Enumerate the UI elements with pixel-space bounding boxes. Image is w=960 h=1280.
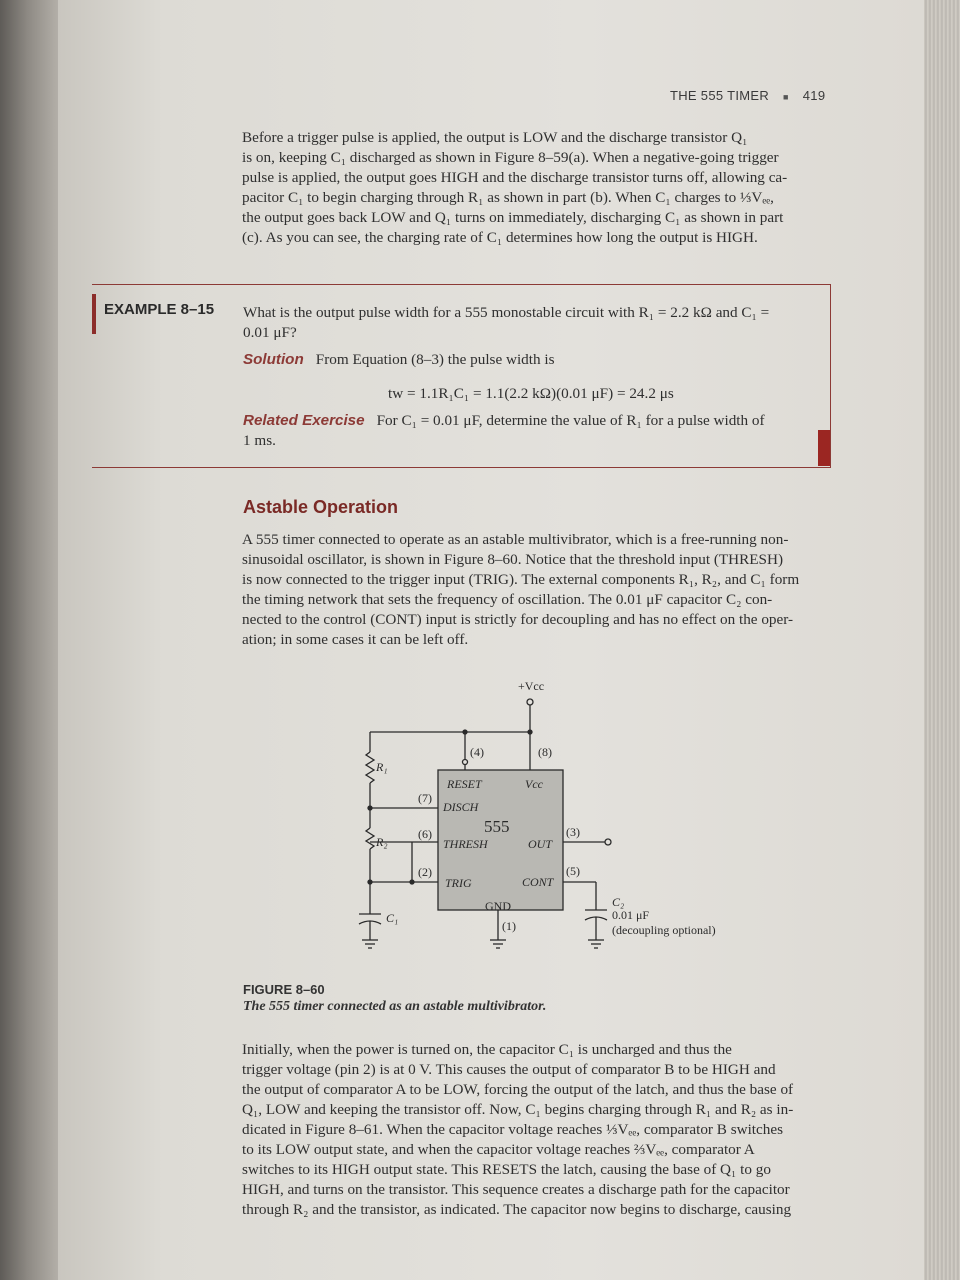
text-line: the output goes back LOW and Q₁ turns on immediately, discharging C₁ as shown in part bbox=[242, 209, 784, 226]
text-line: Initially, when the power is turned on, the capacitor C₁ is uncharged and thus the bbox=[242, 1041, 732, 1058]
text-line: trigger voltage (pin 2) is at 0 V. This causes the output of comparator B to be HIGH and bbox=[242, 1061, 776, 1078]
text-line: Q₁, LOW and keeping the transistor off. Now, C₁ begins charging through R₁ and R₂ as in- bbox=[242, 1101, 794, 1118]
pin-number: (7) bbox=[418, 791, 432, 805]
text-line: For C₁ = 0.01 μF, determine the value of R₁ for a pulse width of bbox=[376, 412, 765, 429]
text-line: pulse is applied, the output goes HIGH and the discharge transistor turns off, allowing ca- bbox=[242, 169, 788, 186]
pin-label-trig: TRIG bbox=[445, 876, 472, 890]
text-line: 1 ms. bbox=[243, 432, 276, 449]
r2-label: R₂ bbox=[376, 835, 388, 849]
text-line: ation; in some cases it can be left off. bbox=[242, 631, 469, 648]
section-heading: Astable Operation bbox=[243, 497, 399, 517]
pin-label-cont: CONT bbox=[522, 875, 554, 889]
chip-label: 555 bbox=[484, 817, 510, 836]
text-line: nected to the control (CONT) input is strictly for decoupling and has no effect on the oper- bbox=[242, 611, 794, 628]
pulse-width-equation: tᴡ = 1.1R₁C₁ = 1.1(2.2 kΩ)(0.01 μF) = 24.2 μs bbox=[388, 385, 674, 402]
c2-value: 0.01 μF bbox=[612, 908, 650, 922]
text-line: the timing network that sets the frequency of oscillation. The 0.01 μF capacitor C₂ con- bbox=[242, 591, 773, 608]
text-line: the output of comparator A to be LOW, forcing the output of the latch, and thus the base of bbox=[242, 1081, 794, 1098]
pin-number: (3) bbox=[566, 825, 580, 839]
text-line: (c). As you can see, the charging rate of C₁ determines how long the output is HIGH. bbox=[242, 229, 758, 246]
r1-label: R₁ bbox=[376, 760, 388, 774]
text-line: switches to its HIGH output state. This RESETS the latch, causing the base of Q₁ to go bbox=[242, 1161, 771, 1178]
resistor-r1 bbox=[366, 752, 374, 783]
text-line: sinusoidal oscillator, is shown in Figure 8–60. Notice that the threshold input (THRESH) bbox=[242, 551, 784, 568]
pin-number: (2) bbox=[418, 865, 432, 879]
solution-label: Solution bbox=[243, 351, 304, 368]
pin-number: (6) bbox=[418, 827, 432, 841]
text-line: Before a trigger pulse is applied, the output is LOW and the discharge transistor Q₁ bbox=[242, 129, 748, 146]
pin-number: (4) bbox=[470, 745, 484, 759]
text-line: to its LOW output state, and when the capacitor voltage reaches ⅔Vₑₑ, comparator A bbox=[242, 1141, 755, 1158]
pin-label-vcc: Vcc bbox=[525, 777, 543, 791]
text-line: A 555 timer connected to operate as an astable multivibrator, which is a free-running non- bbox=[242, 531, 789, 548]
closing-paragraph bbox=[242, 1040, 834, 1220]
solution-text: From Equation (8–3) the pulse width is bbox=[315, 351, 555, 368]
c1-label: C₁ bbox=[386, 911, 399, 925]
c2-label: C₂ bbox=[612, 895, 625, 909]
pin-number: (5) bbox=[566, 864, 580, 878]
text-line: is now connected to the trigger input (TRIG). The external components R₁, R₂, and C₁ form bbox=[242, 571, 800, 588]
pin-number: (1) bbox=[502, 919, 516, 933]
figure-number: FIGURE 8–60 bbox=[243, 982, 325, 997]
text-line: dicated in Figure 8–61. When the capacitor voltage reaches ⅓Vₑₑ, comparator B switches bbox=[242, 1121, 783, 1138]
text-line: 0.01 μF? bbox=[243, 324, 297, 341]
pin-label-gnd: GND bbox=[485, 899, 511, 913]
figure-caption: The 555 timer connected as an astable multivibrator. bbox=[243, 999, 547, 1014]
resistor-r2 bbox=[366, 828, 374, 849]
related-exercise-label: Related Exercise bbox=[243, 412, 365, 429]
bullet-icon: ■ bbox=[783, 92, 789, 102]
c2-note: (decoupling optional) bbox=[612, 923, 716, 937]
example-label: EXAMPLE 8–15 bbox=[92, 294, 238, 334]
text-line: through R₂ and the transistor, as indicated. The capacitor now begins to discharge, causing bbox=[242, 1201, 792, 1218]
pin-number: (8) bbox=[538, 745, 552, 759]
text-line: HIGH, and turns on the transistor. This sequence creates a discharge path for the capacitor bbox=[242, 1181, 790, 1198]
text-line: is on, keeping C₁ discharged as shown in Figure 8–59(a). When a negative-going trigger bbox=[242, 149, 779, 166]
pin-label-thresh: THRESH bbox=[443, 837, 488, 851]
pin-label-reset: RESET bbox=[447, 777, 482, 791]
pin-label-disch: DISCH bbox=[443, 800, 479, 814]
vcc-label: +Vcc bbox=[518, 679, 545, 693]
page-number: 419 bbox=[802, 88, 826, 103]
text-line: What is the output pulse width for a 555 monostable circuit with R₁ = 2.2 kΩ and C₁ = bbox=[243, 304, 770, 321]
header-section-title: THE 555 TIMER bbox=[670, 88, 770, 103]
pin-label-out: OUT bbox=[528, 837, 553, 851]
output-terminal bbox=[605, 839, 611, 845]
text-line: pacitor C₁ to begin charging through R₁ as shown in part (b). When C₁ charges to ⅓Vₑₑ, bbox=[242, 189, 774, 206]
